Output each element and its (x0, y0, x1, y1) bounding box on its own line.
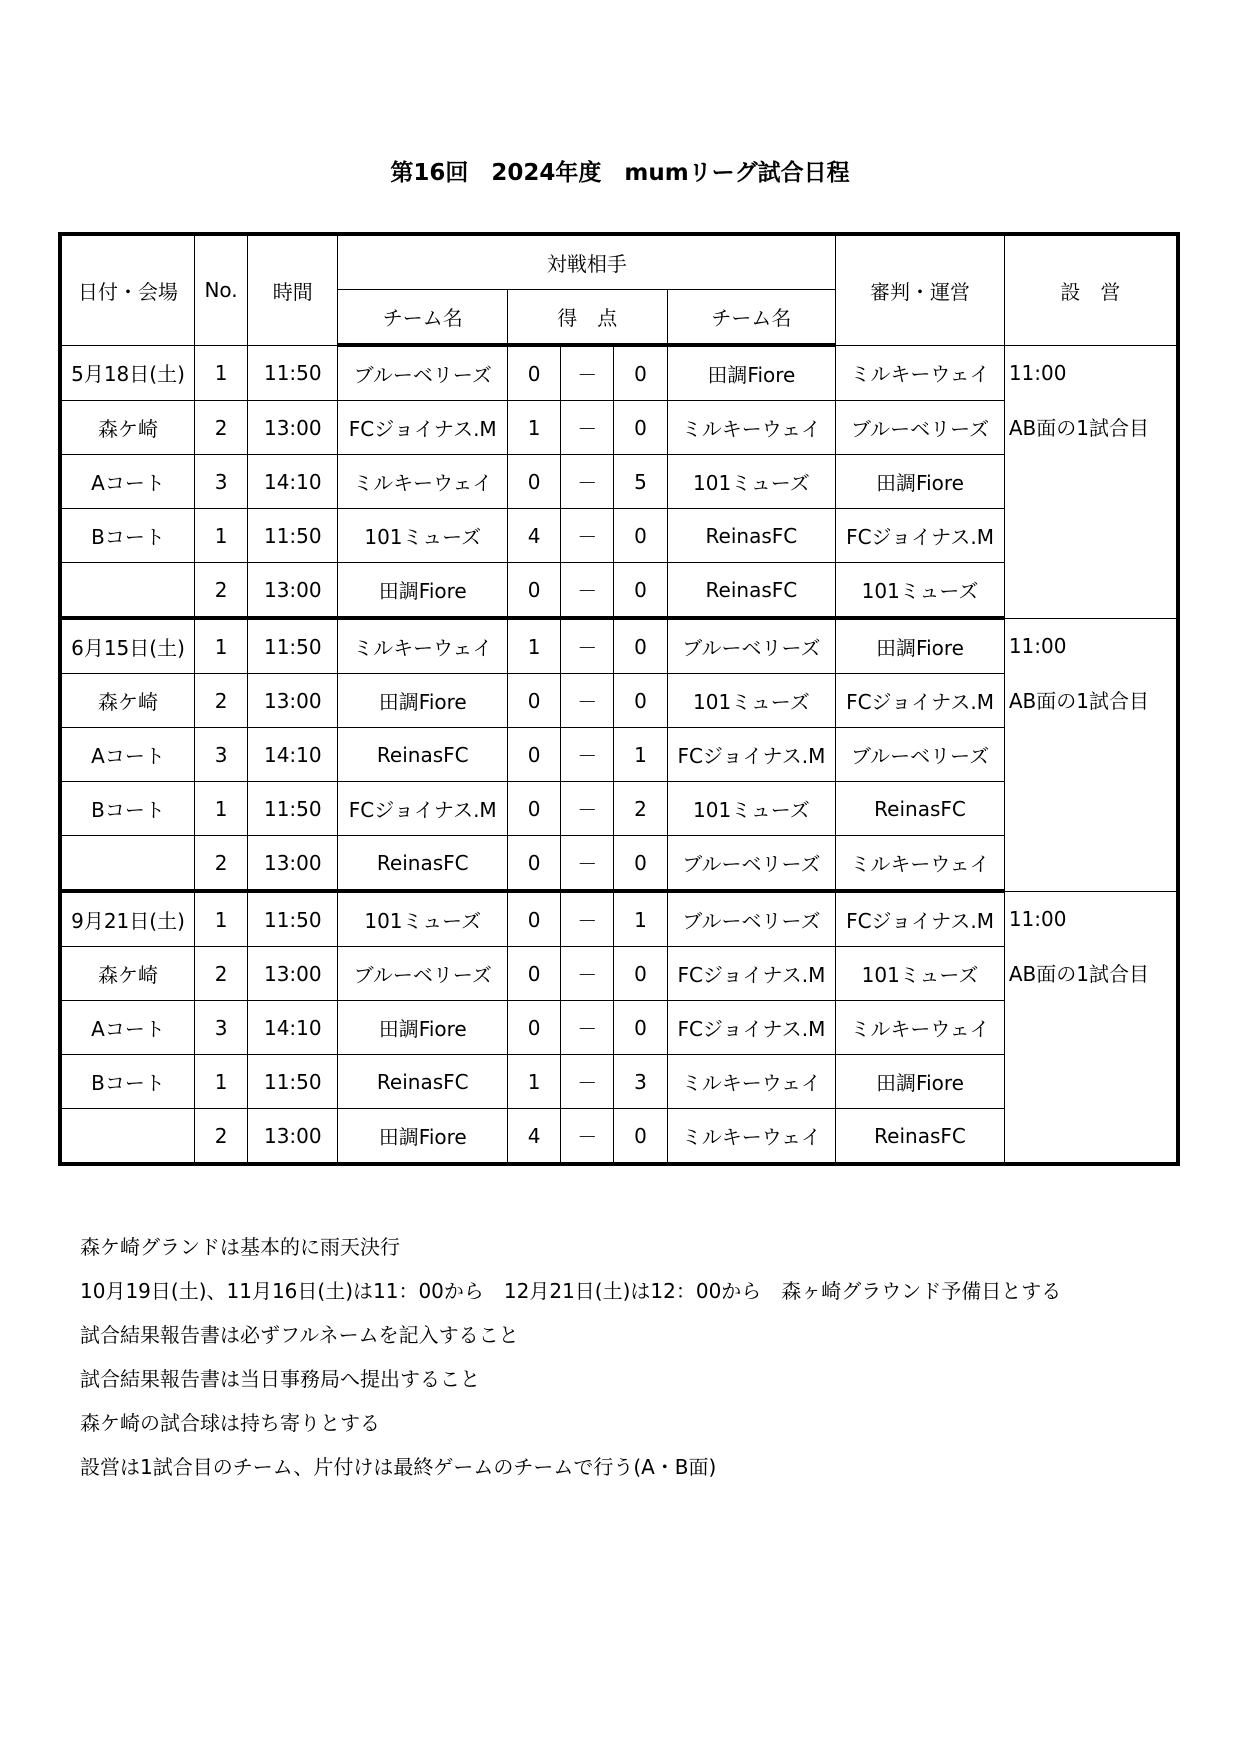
note-line: 試合結果報告書は当日事務局へ提出すること (80, 1367, 480, 1391)
team2-name: ReinasFC (667, 563, 836, 619)
score1: 4 (508, 509, 561, 563)
referee-team: ミルキーウェイ (836, 836, 1005, 892)
setup-line: AB面の1試合目 (1008, 961, 1149, 986)
venue-cell: 5月18日(土) (60, 345, 194, 401)
setup-cell (1004, 618, 1178, 891)
page-title: 第16回 2024年度 mumリーグ試合日程 (390, 160, 850, 186)
match-no: 2 (194, 836, 247, 892)
score1: 0 (508, 563, 561, 619)
note-line: 森ケ崎の試合球は持ち寄りとする (80, 1411, 380, 1435)
setup-cell (1004, 891, 1178, 1164)
score2: 0 (614, 1109, 667, 1165)
match-time: 13:00 (248, 1109, 338, 1165)
header-team1: チーム名 (338, 290, 508, 346)
setup-line: AB面の1試合目 (1008, 415, 1149, 440)
score2: 0 (614, 563, 667, 619)
score1: 1 (508, 1055, 561, 1109)
score-dash: － (561, 455, 614, 509)
header-no: No. (194, 234, 247, 345)
match-no: 1 (194, 1055, 247, 1109)
score-dash: － (561, 401, 614, 455)
team1-name: ブルーベリーズ (338, 345, 508, 401)
referee-team: 101ミューズ (836, 947, 1005, 1001)
team1-name: 田調Fiore (338, 1001, 508, 1055)
score-dash: － (561, 891, 614, 947)
score2: 0 (614, 509, 667, 563)
score2: 0 (614, 401, 667, 455)
team1-name: 田調Fiore (338, 563, 508, 619)
referee-team: FCジョイナス.M (836, 891, 1005, 947)
venue-cell: 森ケ崎 (60, 947, 194, 1001)
note-line: 10月19日(土)、11月16日(土)は11：00から 12月21日(土)は12：00から 森ヶ崎グラウンド予備日とする (80, 1279, 1062, 1303)
venue-cell: Bコート (60, 782, 194, 836)
team1-name: 田調Fiore (338, 674, 508, 728)
score1: 0 (508, 1001, 561, 1055)
match-no: 2 (194, 947, 247, 1001)
referee-team: 田調Fiore (836, 1055, 1005, 1109)
schedule-table (58, 232, 1180, 1166)
match-time: 11:50 (248, 891, 338, 947)
referee-team: FCジョイナス.M (836, 509, 1005, 563)
match-time: 14:10 (248, 728, 338, 782)
match-no: 1 (194, 618, 247, 674)
score2: 1 (614, 891, 667, 947)
setup-cell (1004, 345, 1178, 618)
score-dash: － (561, 782, 614, 836)
table-row (60, 891, 1178, 947)
match-no: 2 (194, 674, 247, 728)
score-dash: － (561, 345, 614, 401)
match-time: 11:50 (248, 345, 338, 401)
referee-team: FCジョイナス.M (836, 674, 1005, 728)
referee-team: ReinasFC (836, 1109, 1005, 1165)
team1-name: ミルキーウェイ (338, 618, 508, 674)
score1: 0 (508, 836, 561, 892)
header-row (60, 234, 1178, 290)
venue-cell: 6月15日(土) (60, 618, 194, 674)
team1-name: ミルキーウェイ (338, 455, 508, 509)
match-time: 14:10 (248, 1001, 338, 1055)
team1-name: 田調Fiore (338, 1109, 508, 1165)
match-no: 1 (194, 891, 247, 947)
notes (80, 1225, 1061, 1489)
score-dash: － (561, 1055, 614, 1109)
team1-name: 101ミューズ (338, 891, 508, 947)
venue-cell: Aコート (60, 455, 194, 509)
team2-name: ブルーベリーズ (667, 891, 836, 947)
match-no: 3 (194, 728, 247, 782)
match-time: 11:50 (248, 782, 338, 836)
match-time: 13:00 (248, 674, 338, 728)
setup-line: 11:00 (1008, 633, 1067, 658)
match-no: 1 (194, 782, 247, 836)
score2: 2 (614, 782, 667, 836)
score1: 0 (508, 674, 561, 728)
team2-name: 田調Fiore (667, 345, 836, 401)
referee-team: 田調Fiore (836, 618, 1005, 674)
score-dash: － (561, 1001, 614, 1055)
header-setup: 設 営 (1004, 234, 1178, 345)
venue-cell (60, 1109, 194, 1165)
referee-team: 田調Fiore (836, 455, 1005, 509)
match-time: 13:00 (248, 947, 338, 1001)
match-time: 13:00 (248, 401, 338, 455)
match-no: 2 (194, 1109, 247, 1165)
score-dash: － (561, 836, 614, 892)
note-line: 設営は1試合目のチーム、片付けは最終ゲームのチームで行う(A・B面) (80, 1455, 717, 1479)
team2-name: ReinasFC (667, 509, 836, 563)
score1: 0 (508, 728, 561, 782)
score1: 0 (508, 891, 561, 947)
match-time: 14:10 (248, 455, 338, 509)
team1-name: ReinasFC (338, 836, 508, 892)
team1-name: ReinasFC (338, 1055, 508, 1109)
header-date-venue: 日付・会場 (60, 234, 194, 345)
header-referee: 審判・運営 (836, 234, 1005, 345)
team2-name: 101ミューズ (667, 674, 836, 728)
team2-name: FCジョイナス.M (667, 1001, 836, 1055)
referee-team: ミルキーウェイ (836, 345, 1005, 401)
match-time: 11:50 (248, 509, 338, 563)
note-line: 森ケ崎グランドは基本的に雨天決行 (80, 1235, 400, 1259)
note-line: 試合結果報告書は必ずフルネームを記入すること (80, 1323, 519, 1347)
match-time: 11:50 (248, 618, 338, 674)
score-dash: － (561, 674, 614, 728)
score-dash: － (561, 563, 614, 619)
match-no: 1 (194, 345, 247, 401)
score1: 1 (508, 618, 561, 674)
score2: 3 (614, 1055, 667, 1109)
team2-name: FCジョイナス.M (667, 947, 836, 1001)
venue-cell: 森ケ崎 (60, 674, 194, 728)
match-no: 2 (194, 401, 247, 455)
score2: 0 (614, 345, 667, 401)
venue-cell: Bコート (60, 1055, 194, 1109)
score-dash: － (561, 728, 614, 782)
match-no: 1 (194, 509, 247, 563)
score1: 0 (508, 947, 561, 1001)
score-dash: － (561, 618, 614, 674)
score1: 4 (508, 1109, 561, 1165)
team1-name: FCジョイナス.M (338, 401, 508, 455)
score-dash: － (561, 947, 614, 1001)
venue-cell: Aコート (60, 728, 194, 782)
score1: 0 (508, 782, 561, 836)
score2: 0 (614, 947, 667, 1001)
score1: 0 (508, 345, 561, 401)
match-time: 13:00 (248, 563, 338, 619)
venue-cell: 9月21日(土) (60, 891, 194, 947)
match-no: 3 (194, 1001, 247, 1055)
referee-team: ミルキーウェイ (836, 1001, 1005, 1055)
team2-name: ミルキーウェイ (667, 1109, 836, 1165)
team2-name: ブルーベリーズ (667, 836, 836, 892)
score1: 1 (508, 401, 561, 455)
venue-cell: Aコート (60, 1001, 194, 1055)
referee-team: ブルーベリーズ (836, 728, 1005, 782)
header-team2: チーム名 (667, 290, 836, 346)
table-row (60, 618, 1178, 674)
header-score: 得 点 (508, 290, 668, 346)
score-dash: － (561, 509, 614, 563)
match-time: 11:50 (248, 1055, 338, 1109)
venue-cell (60, 836, 194, 892)
team1-name: FCジョイナス.M (338, 782, 508, 836)
score2: 0 (614, 674, 667, 728)
score1: 0 (508, 455, 561, 509)
setup-line: 11:00 (1008, 360, 1067, 385)
venue-cell (60, 563, 194, 619)
team1-name: ReinasFC (338, 728, 508, 782)
referee-team: ReinasFC (836, 782, 1005, 836)
team1-name: ブルーベリーズ (338, 947, 508, 1001)
team2-name: 101ミューズ (667, 455, 836, 509)
team2-name: FCジョイナス.M (667, 728, 836, 782)
score2: 5 (614, 455, 667, 509)
team2-name: ミルキーウェイ (667, 401, 836, 455)
match-no: 3 (194, 455, 247, 509)
venue-cell: Bコート (60, 509, 194, 563)
team2-name: ブルーベリーズ (667, 618, 836, 674)
team1-name: 101ミューズ (338, 509, 508, 563)
venue-cell: 森ケ崎 (60, 401, 194, 455)
setup-line: AB面の1試合目 (1008, 688, 1149, 713)
score2: 0 (614, 618, 667, 674)
team2-name: ミルキーウェイ (667, 1055, 836, 1109)
score2: 0 (614, 836, 667, 892)
setup-line: 11:00 (1008, 906, 1067, 931)
match-no: 2 (194, 563, 247, 619)
match-time: 13:00 (248, 836, 338, 892)
table-row (60, 345, 1178, 401)
header-time: 時間 (248, 234, 338, 345)
score-dash: － (561, 1109, 614, 1165)
header-match: 対戦相手 (338, 234, 836, 290)
referee-team: 101ミューズ (836, 563, 1005, 619)
team2-name: 101ミューズ (667, 782, 836, 836)
score2: 1 (614, 728, 667, 782)
score2: 0 (614, 1001, 667, 1055)
referee-team: ブルーベリーズ (836, 401, 1005, 455)
